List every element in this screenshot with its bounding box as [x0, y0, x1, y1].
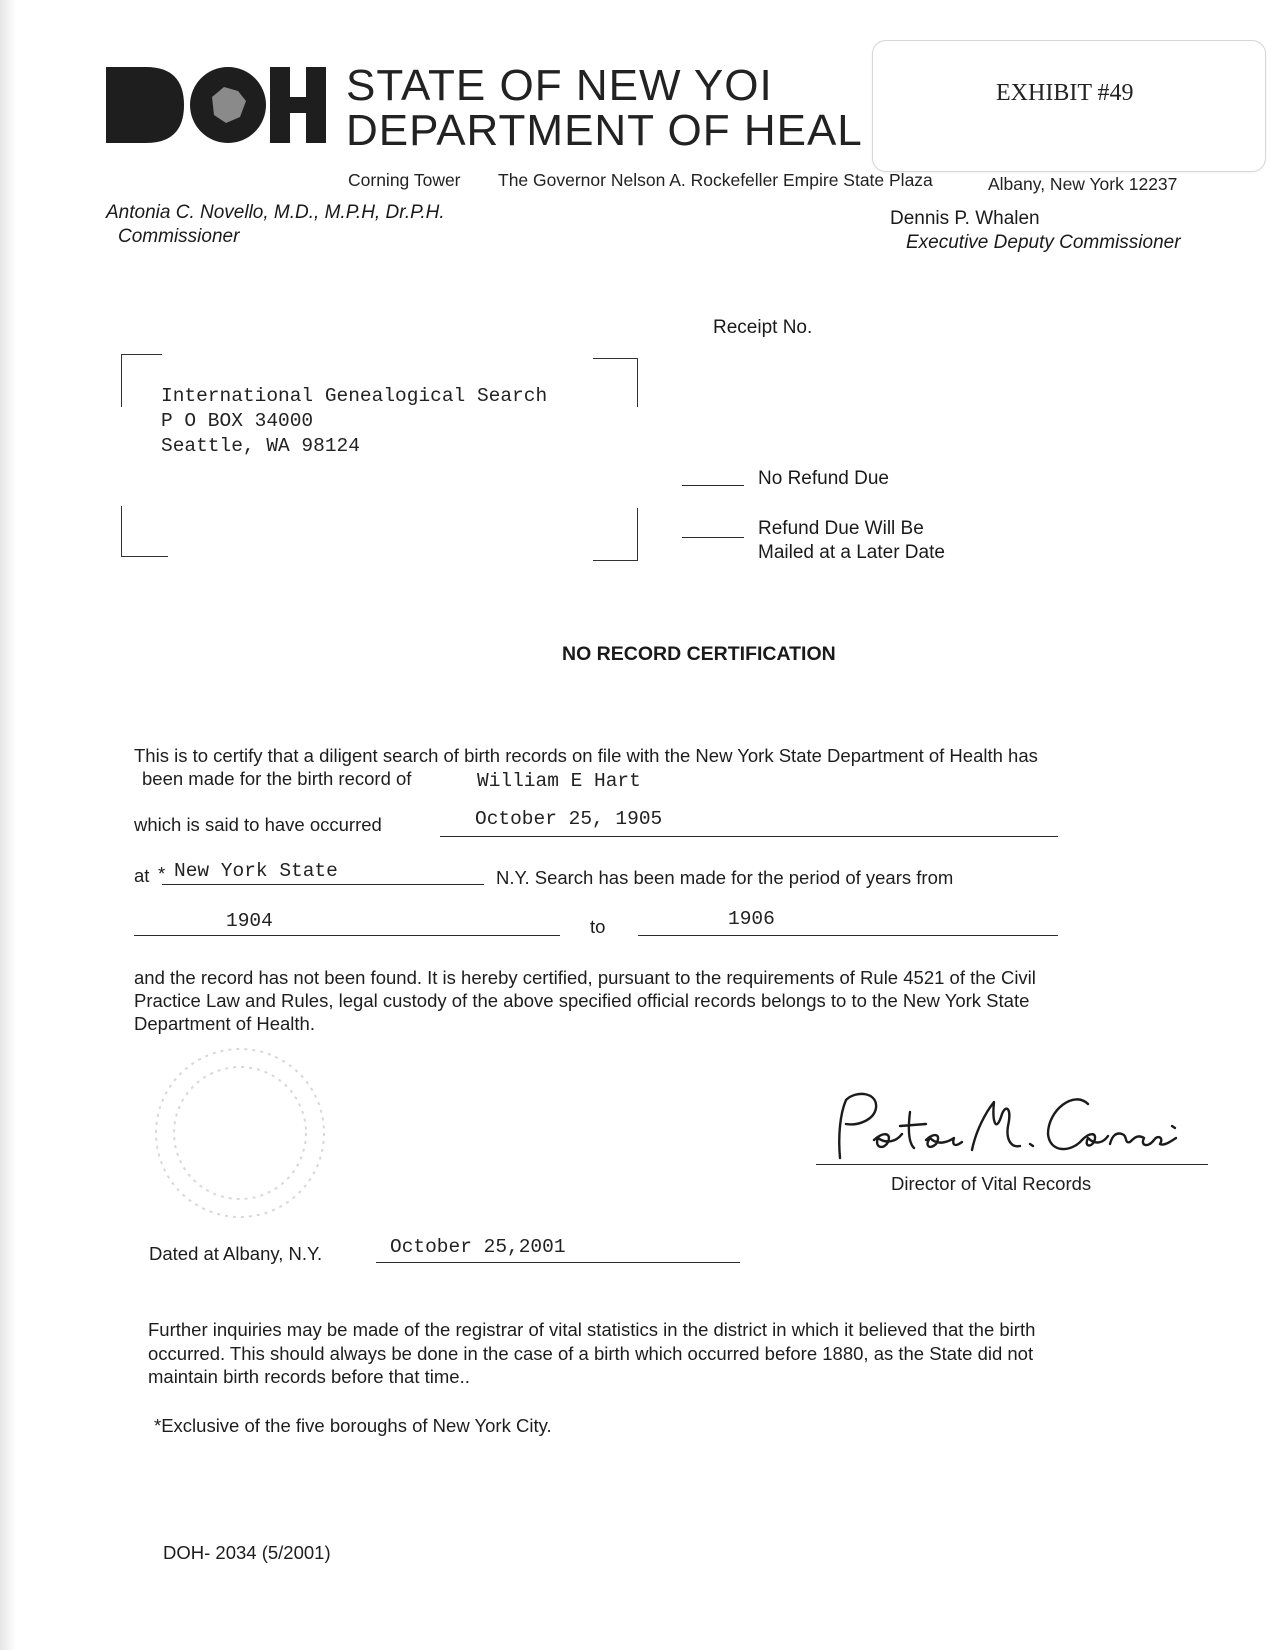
year-from: 1904	[226, 910, 273, 932]
no-refund-checkline	[682, 485, 744, 486]
doh-logo	[106, 67, 326, 143]
receipt-label: Receipt No.	[713, 317, 813, 338]
inquiry-line-1: Further inquiries may be made of the registrar of vital statistics in the district in which it believed that the birth	[148, 1319, 1036, 1340]
deputy-title: Executive Deputy Commissioner	[906, 232, 1181, 253]
scan-edge	[0, 0, 16, 1650]
title-line-2: DEPARTMENT OF HEAL	[346, 106, 863, 155]
intro-line-1: This is to certify that a diligent search of birth records on file with the New York State Department of Health has	[134, 745, 1038, 766]
occurred-date: October 25, 1905	[475, 808, 663, 830]
search-period-label: N.Y. Search has been made for the period of years from	[496, 867, 954, 888]
window-corner-bottom-left	[121, 506, 168, 557]
asterisk-mark: *	[158, 863, 166, 884]
record-name: William E Hart	[477, 770, 641, 792]
recipient-line-2: P O BOX 34000	[161, 410, 314, 432]
dated-date: October 25,2001	[390, 1236, 566, 1258]
recipient-line-3: Seattle, WA 98124	[161, 435, 360, 457]
window-corner-top-right	[593, 358, 638, 407]
birth-place-line	[162, 884, 484, 885]
deputy-name: Dennis P. Whalen	[890, 208, 1040, 229]
year-from-line	[134, 935, 560, 936]
signature-line	[816, 1164, 1208, 1165]
embossed-seal	[120, 1038, 350, 1218]
form-number: DOH- 2034 (5/2001)	[163, 1542, 331, 1563]
window-corner-bottom-right	[593, 508, 638, 561]
birth-place: New York State	[174, 860, 338, 882]
inquiry-line-2: occurred. This should always be done in the case of a birth which occurred before 1880, as the State did not	[148, 1343, 1034, 1364]
no-refund-label: No Refund Due	[758, 468, 889, 489]
certification-heading: NO RECORD CERTIFICATION	[562, 643, 836, 665]
year-to: 1906	[728, 908, 775, 930]
title-line-1: STATE OF NEW YOI	[346, 61, 773, 110]
address-city: Albany, New York 12237	[988, 174, 1178, 194]
director-title: Director of Vital Records	[891, 1173, 1092, 1194]
commissioner-name: Antonia C. Novello, M.D., M.P.H, Dr.P.H.	[106, 202, 445, 223]
intro-line-2: been made for the birth record of	[142, 768, 412, 789]
dated-date-line	[376, 1262, 740, 1263]
at-label: at	[134, 865, 150, 886]
director-signature	[826, 1086, 1186, 1166]
recipient-line-1: International Genealogical Search	[161, 385, 548, 407]
to-label: to	[590, 916, 606, 937]
refund-later-label-2: Mailed at a Later Date	[758, 542, 945, 563]
closing-line-3: Department of Health.	[134, 1013, 315, 1034]
address-building: Corning Tower	[348, 170, 461, 190]
window-corner-top-left	[121, 354, 162, 407]
commissioner-title: Commissioner	[118, 226, 240, 247]
occurred-label: which is said to have occurred	[134, 814, 382, 835]
closing-line-2: Practice Law and Rules, legal custody of the above specified official records belongs to to the New York State	[134, 990, 1030, 1011]
dated-label: Dated at Albany, N.Y.	[149, 1243, 323, 1264]
occurred-date-line	[440, 836, 1058, 837]
refund-later-checkline	[682, 537, 744, 538]
exhibit-label: EXHIBIT #49	[996, 80, 1134, 106]
address-plaza: The Governor Nelson A. Rockefeller Empire State Plaza	[498, 170, 933, 190]
inquiry-line-3: maintain birth records before that time..	[148, 1366, 470, 1387]
refund-later-label-1: Refund Due Will Be	[758, 518, 924, 539]
closing-line-1: and the record has not been found. It is hereby certified, pursuant to the requirements of Rule 4521 of the Civil	[134, 967, 1036, 988]
exclusive-note: *Exclusive of the five boroughs of New York City.	[154, 1415, 552, 1436]
year-to-line	[638, 935, 1058, 936]
